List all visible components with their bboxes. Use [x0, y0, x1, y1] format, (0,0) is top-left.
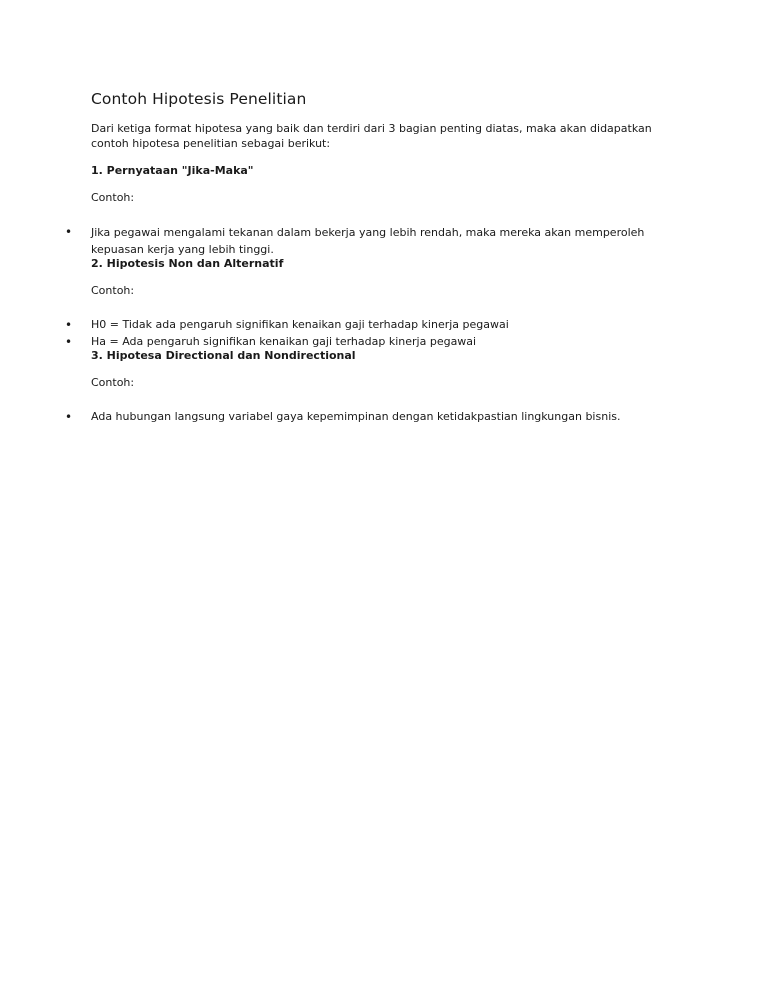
section-1-heading: 1. Pernyataan "Jika-Maka": [91, 164, 254, 177]
section-2-example-label: Contoh:: [91, 284, 135, 297]
list-item-line-1: Jika pegawai mengalami tekanan dalam bekerja yang lebih rendah, maka mereka akan memperoleh: [91, 226, 645, 239]
list-item: Ha = Ada pengaruh signifikan kenaikan gaji terhadap kinerja pegawai: [91, 335, 477, 348]
bullet-icon: •: [65, 318, 73, 332]
list-item-line-2: kepuasan kerja yang lebih tinggi.: [91, 243, 274, 256]
section-1-example-label: Contoh:: [91, 191, 135, 204]
intro-line-1: Dari ketiga format hipotesa yang baik dan terdiri dari 3 bagian penting diatas, maka akan didapatkan: [91, 122, 652, 135]
bullet-icon: •: [65, 410, 73, 424]
section-2-heading: 2. Hipotesis Non dan Alternatif: [91, 257, 284, 270]
list-item: [91, 224, 681, 258]
list-item: H0 = Tidak ada pengaruh signifikan kenaikan gaji terhadap kinerja pegawai: [91, 318, 509, 331]
intro-paragraph: [91, 122, 691, 151]
section-3-example-label: Contoh:: [91, 376, 135, 389]
intro-line-2: contoh hipotesa penelitian sebagai berikut:: [91, 136, 331, 150]
page-title: Contoh Hipotesis Penelitian: [91, 90, 307, 108]
list-item: Ada hubungan langsung variabel gaya kepemimpinan dengan ketidakpastian lingkungan bisnis.: [91, 410, 621, 423]
bullet-icon: •: [65, 335, 73, 349]
section-3-heading: 3. Hipotesa Directional dan Nondirectional: [91, 349, 356, 362]
bullet-icon: •: [65, 225, 73, 239]
